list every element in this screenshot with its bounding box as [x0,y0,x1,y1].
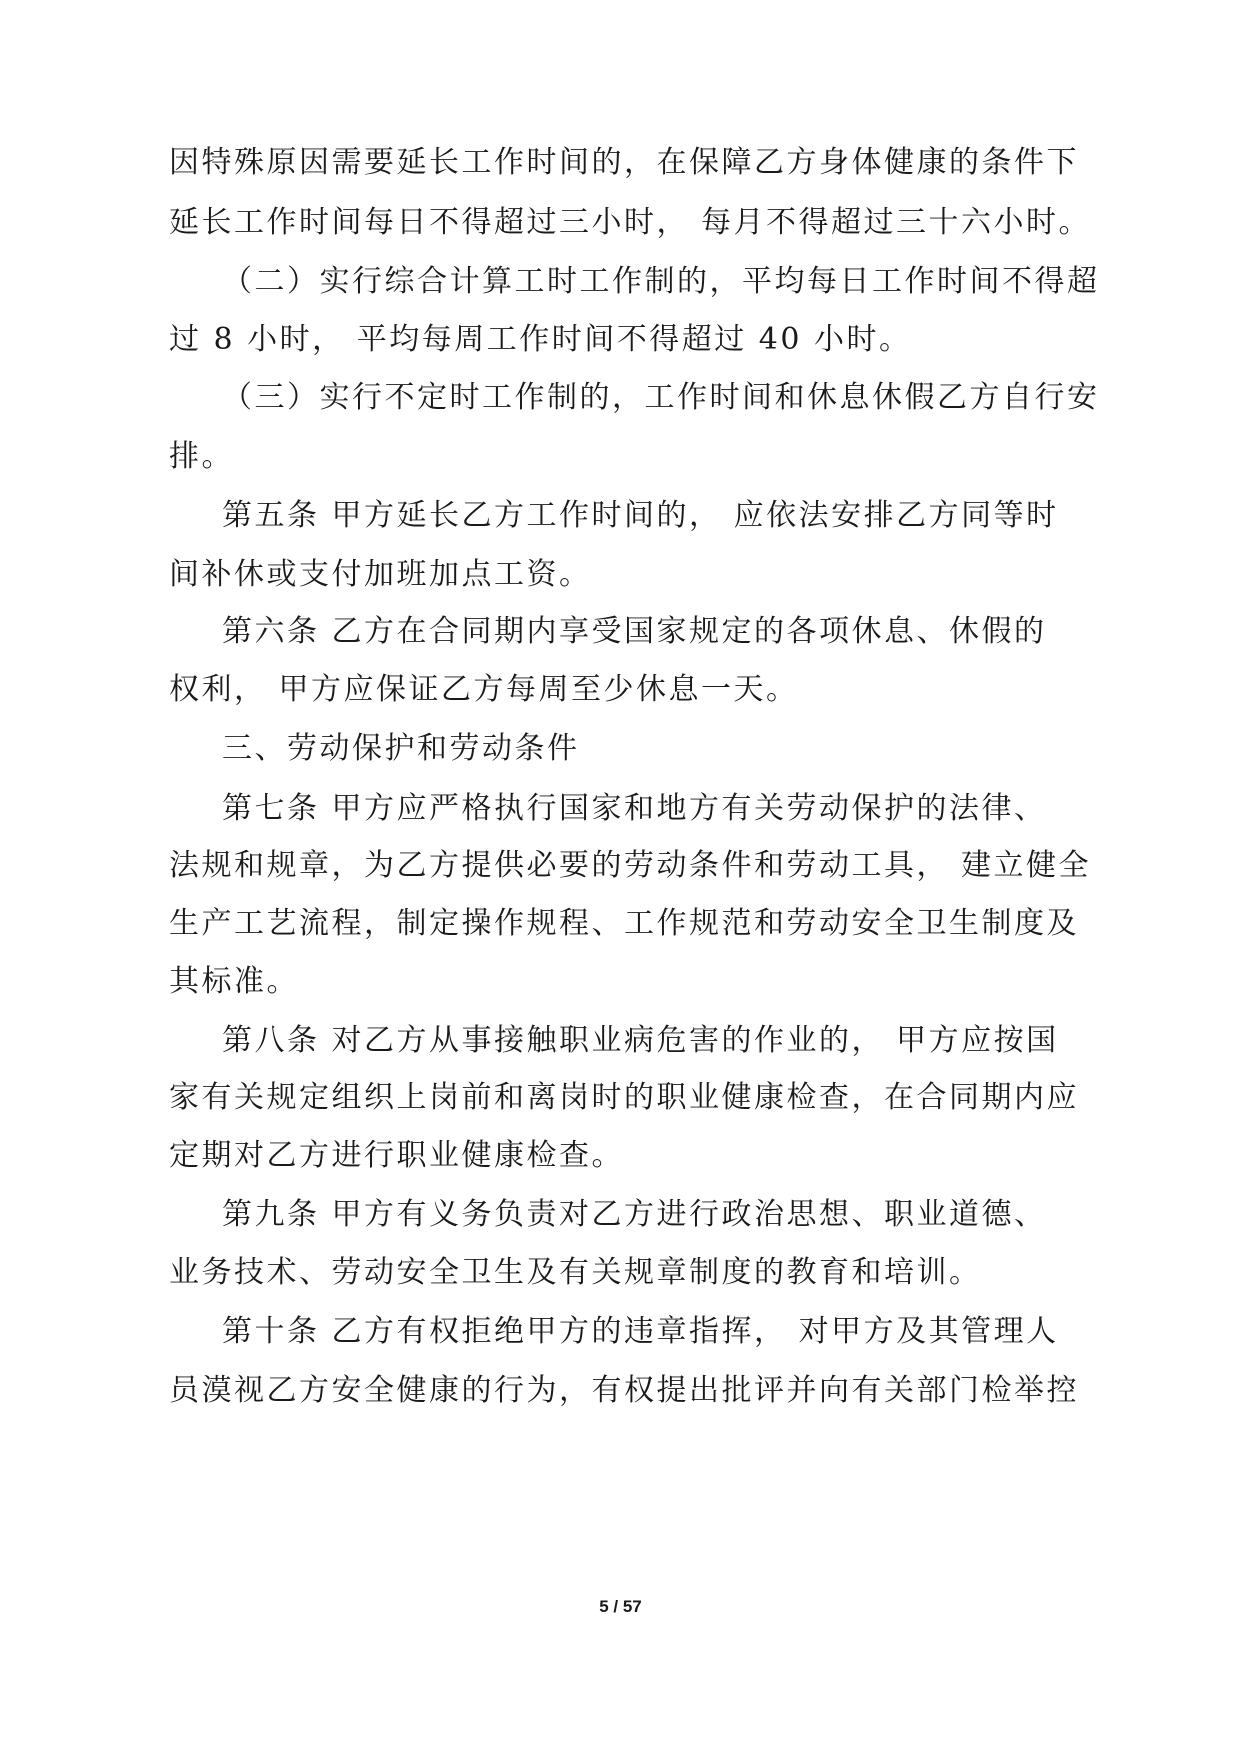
text-line: 第十条 乙方有权拒绝甲方的违章指挥， 对甲方及其管理人 [222,1314,1059,1349]
text-line: 员漠视乙方安全健康的行为，有权提出批评并向有关部门检举控 [169,1373,1079,1408]
text-line: 因特殊原因需要延长工作时间的，在保障乙方身体健康的条件下 [169,145,1079,180]
text-line: 家有关规定组织上岗前和离岗时的职业健康检查，在合同期内应 [169,1080,1079,1115]
text-line: 权利， 甲方应保证乙方每周至少休息一天。 [169,672,799,707]
text-line: 第五条 甲方延长乙方工作时间的， 应依法安排乙方同等时 [222,498,1059,533]
text-line: 第八条 对乙方从事接触职业病危害的作业的， 甲方应按国 [222,1023,1059,1058]
text-line: 法规和规章，为乙方提供必要的劳动条件和劳动工具， 建立健全 [169,848,1092,883]
text-line: 过 8 小时， 平均每周工作时间不得超过 40 小时。 [169,322,912,357]
text-line: 排。 [169,439,234,474]
text-line: 其标准。 [169,964,299,999]
page-number: 5 / 57 [599,1597,642,1616]
text-line: 第六条 乙方在合同期内享受国家规定的各项休息、休假的 [222,614,1047,649]
text-line: 定期对乙方进行职业健康检查。 [169,1138,624,1173]
text-line: 业务技术、劳动安全卫生及有关规章制度的教育和培训。 [169,1255,982,1290]
text-line: 第九条 甲方有义务负责对乙方进行政治思想、职业道德、 [222,1197,1047,1232]
text-line: 延长工作时间每日不得超过三小时， 每月不得超过三十六小时。 [169,205,1092,240]
text-line: 第七条 甲方应严格执行国家和地方有关劳动保护的法律、 [222,791,1047,826]
section-heading: 三、劳动保护和劳动条件 [222,731,580,766]
text-line: 生产工艺流程，制定操作规程、工作规范和劳动安全卫生制度及 [169,906,1079,941]
text-line: （三）实行不定时工作制的，工作时间和休息休假乙方自行安 [222,380,1100,415]
text-line: 间补休或支付加班加点工资。 [169,557,592,592]
text-line: （二）实行综合计算工时工作制的，平均每日工作时间不得超 [222,264,1100,299]
